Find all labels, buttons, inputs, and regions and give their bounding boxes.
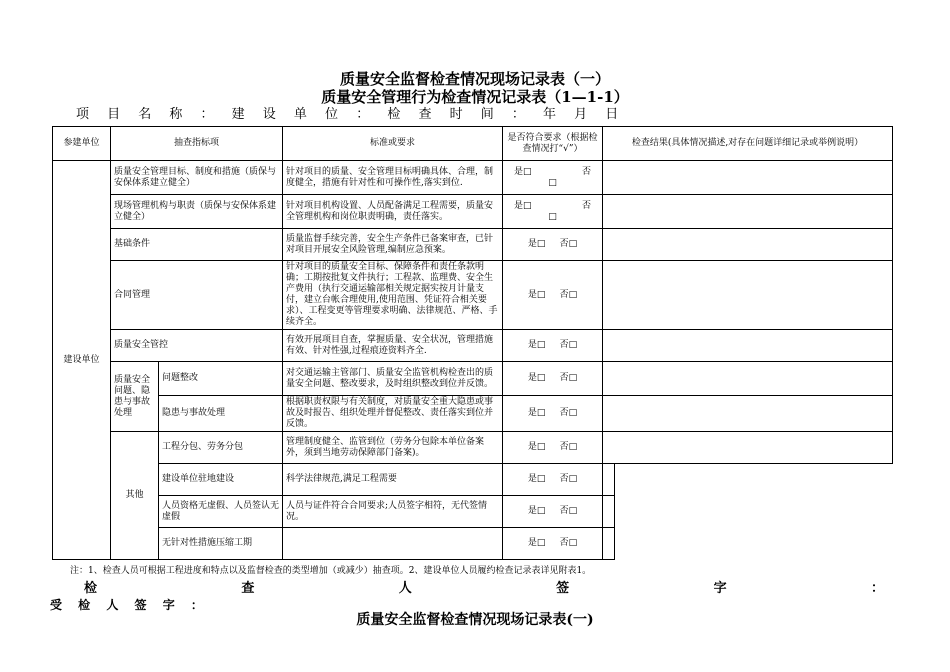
- table-row: [53, 195, 893, 229]
- result-spacer: [615, 464, 893, 496]
- table-row: [53, 362, 893, 396]
- no-checkbox[interactable]: 否□: [559, 289, 578, 300]
- receiver-signature-line: 受 检 人 签 字 ：: [50, 598, 209, 612]
- standard-cell: 针对项目机构设置、人员配备满足工程需要，质量安全管理机构和岗位职责明确，责任落实。: [283, 195, 503, 229]
- problem-group-label: 质量安全问题、隐患与事故处理: [111, 362, 159, 432]
- standard-cell: 对交通运输主管部门、质量安全监管机构检查出的质量安全问题、整改要求，及时组织整改到位并反馈。: [283, 362, 503, 396]
- no-checkbox[interactable]: 否□: [559, 474, 578, 484]
- standard-cell: 针对项目的质量安全目标、保障条件和责任条款明确；工期按批复文件执行；工程款、监理费、安全生产费用（执行交通运输部相关规定据实按月计量支付，建立台帐合理使用,使用范围、凭证符合相关要求）、工程变更等管理要求明确、法律规范、严格、手续齐全。: [283, 261, 503, 330]
- result-spacer: [615, 528, 893, 560]
- project-meta-line: 项 目 名 称 ： 建 设 单 位 ： 检 查 时 间 ： 年 月 日: [76, 107, 626, 122]
- main-title: 质量安全监督检查情况现场记录表（一）: [339, 70, 610, 88]
- no-checkbox[interactable]: 否□: [559, 239, 578, 249]
- no-label: 否: [581, 200, 591, 211]
- conform-cell[interactable]: [503, 330, 603, 362]
- result-cell[interactable]: [603, 195, 893, 229]
- result-cell[interactable]: [603, 229, 893, 261]
- header-conform: 是否符合要求（根据检查情况打“√”）: [503, 127, 603, 161]
- inspector-signature-line: [84, 577, 884, 596]
- no-checkbox[interactable]: 否□: [559, 408, 578, 418]
- item-cell: 合同管理: [111, 261, 283, 330]
- result-cell[interactable]: [603, 496, 615, 528]
- no-checkbox[interactable]: 否□: [559, 506, 578, 516]
- yes-checkbox[interactable]: 是□: [527, 474, 546, 484]
- standard-cell: 有效开展项目自查，掌握质量、安全状况，管理措施有效、针对性强,过程痕迹资料齐全.: [283, 330, 503, 362]
- header-item: 抽查指标项: [111, 127, 283, 161]
- table-row: [53, 464, 893, 496]
- no-checkbox[interactable]: 否□: [559, 538, 578, 548]
- standard-cell: 管理制度健全、监管到位（劳务分包除本单位备案外，须到当地劳动保障部门备案)。: [283, 432, 503, 464]
- conform-cell[interactable]: [503, 528, 603, 560]
- result-cell[interactable]: [603, 464, 615, 496]
- conform-cell[interactable]: [503, 396, 603, 432]
- footer-title: 质量安全监督检查情况现场记录表(一): [356, 612, 594, 628]
- item-cell: 建设单位驻地建设: [159, 464, 283, 496]
- conform-cell[interactable]: [503, 195, 603, 229]
- result-cell[interactable]: [603, 396, 893, 432]
- footnote: 注：1、检查人员可根据工程进度和特点以及监督检查的类型增加（或减少）抽查项。2、建设单位人员履约检查记录表详见附表1。: [70, 566, 592, 576]
- yes-checkbox[interactable]: 是□: [514, 166, 532, 177]
- yes-checkbox[interactable]: 是□: [527, 442, 546, 452]
- sub-title: 质量安全管理行为检查情况记录表（1—1-1）: [321, 88, 629, 106]
- result-cell[interactable]: [603, 261, 893, 330]
- result-cell[interactable]: [603, 528, 615, 560]
- header-result: 检查结果(具体情况描述,对存在问题详细记录或举例说明）: [603, 127, 893, 161]
- result-cell[interactable]: [603, 362, 893, 396]
- table-row: [53, 496, 893, 528]
- yes-checkbox[interactable]: 是□: [527, 408, 546, 418]
- standard-cell: 根据职责权限与有关制度，对质量安全重大隐患或事故及时报告、组织处理并督促整改、责任落实到位并反馈。: [283, 396, 503, 432]
- unit-label: 建设单位: [53, 161, 111, 560]
- signature-char: 字: [713, 581, 727, 596]
- signature-char: ：: [870, 581, 884, 596]
- item-cell: 基础条件: [111, 229, 283, 261]
- result-cell[interactable]: [603, 432, 893, 464]
- result-cell[interactable]: [603, 161, 893, 195]
- signature-char: 签: [556, 581, 570, 596]
- table-row: [53, 229, 893, 261]
- yes-checkbox[interactable]: 是□: [527, 373, 546, 383]
- standard-cell: [283, 528, 503, 560]
- yes-checkbox[interactable]: 是□: [527, 239, 546, 249]
- no-checkbox[interactable]: 否□: [559, 373, 578, 383]
- table-row: [53, 161, 893, 195]
- conform-cell[interactable]: [503, 432, 603, 464]
- signature-char: 查: [241, 581, 255, 596]
- no-label: 否: [581, 166, 591, 177]
- no-checkbox[interactable]: □: [548, 211, 557, 222]
- no-checkbox[interactable]: 否□: [559, 340, 578, 350]
- signature-char: 检: [84, 581, 98, 596]
- standard-cell: 科学法律规范,满足工程需要: [283, 464, 503, 496]
- standard-cell: 人员与证件符合合同要求;人员签字相符，无代签情况。: [283, 496, 503, 528]
- result-spacer: [615, 496, 893, 528]
- item-cell: 隐患与事故处理: [159, 396, 283, 432]
- item-cell: 质量安全管理目标、制度和措施（质保与安保体系建立健全）: [111, 161, 283, 195]
- result-cell[interactable]: [603, 330, 893, 362]
- table-row: [53, 261, 893, 330]
- table-row: [53, 528, 893, 560]
- standard-cell: 针对项目的质量、安全管理目标明确具体、合理，制度健全，措施有针对性和可操作性,落实到位.: [283, 161, 503, 195]
- no-checkbox[interactable]: 否□: [559, 442, 578, 452]
- signature-char: 人: [398, 581, 412, 596]
- table-row: [53, 432, 893, 464]
- yes-checkbox[interactable]: 是□: [527, 289, 546, 300]
- conform-cell[interactable]: [503, 229, 603, 261]
- yes-checkbox[interactable]: 是□: [514, 200, 532, 211]
- item-cell: 现场管理机构与职责（质保与安保体系建立健全）: [111, 195, 283, 229]
- item-cell: 无针对性措施压缩工期: [159, 528, 283, 560]
- other-group-label: 其他: [111, 432, 159, 560]
- yes-checkbox[interactable]: 是□: [527, 538, 546, 548]
- conform-cell[interactable]: [503, 464, 603, 496]
- yes-checkbox[interactable]: 是□: [527, 340, 546, 350]
- item-cell: 工程分包、劳务分包: [159, 432, 283, 464]
- item-cell: 人员资格无虚假、人员签认无虚假: [159, 496, 283, 528]
- conform-cell[interactable]: [503, 161, 603, 195]
- item-cell: 问题整改: [159, 362, 283, 396]
- conform-cell[interactable]: [503, 496, 603, 528]
- standard-cell: 质量监督手续完善，安全生产条件已备案审查，已针对项目开展安全风险管理,编制应急预案。: [283, 229, 503, 261]
- table-row: [53, 330, 893, 362]
- header-standard: 标准或要求: [283, 127, 503, 161]
- item-cell: 质量安全管控: [111, 330, 283, 362]
- yes-checkbox[interactable]: 是□: [527, 506, 546, 516]
- no-checkbox[interactable]: □: [548, 177, 557, 188]
- conform-cell[interactable]: [503, 261, 603, 330]
- conform-cell[interactable]: [503, 362, 603, 396]
- inspection-record-table: [52, 126, 893, 560]
- table-row: [53, 396, 893, 432]
- header-unit: 参建单位: [53, 127, 111, 161]
